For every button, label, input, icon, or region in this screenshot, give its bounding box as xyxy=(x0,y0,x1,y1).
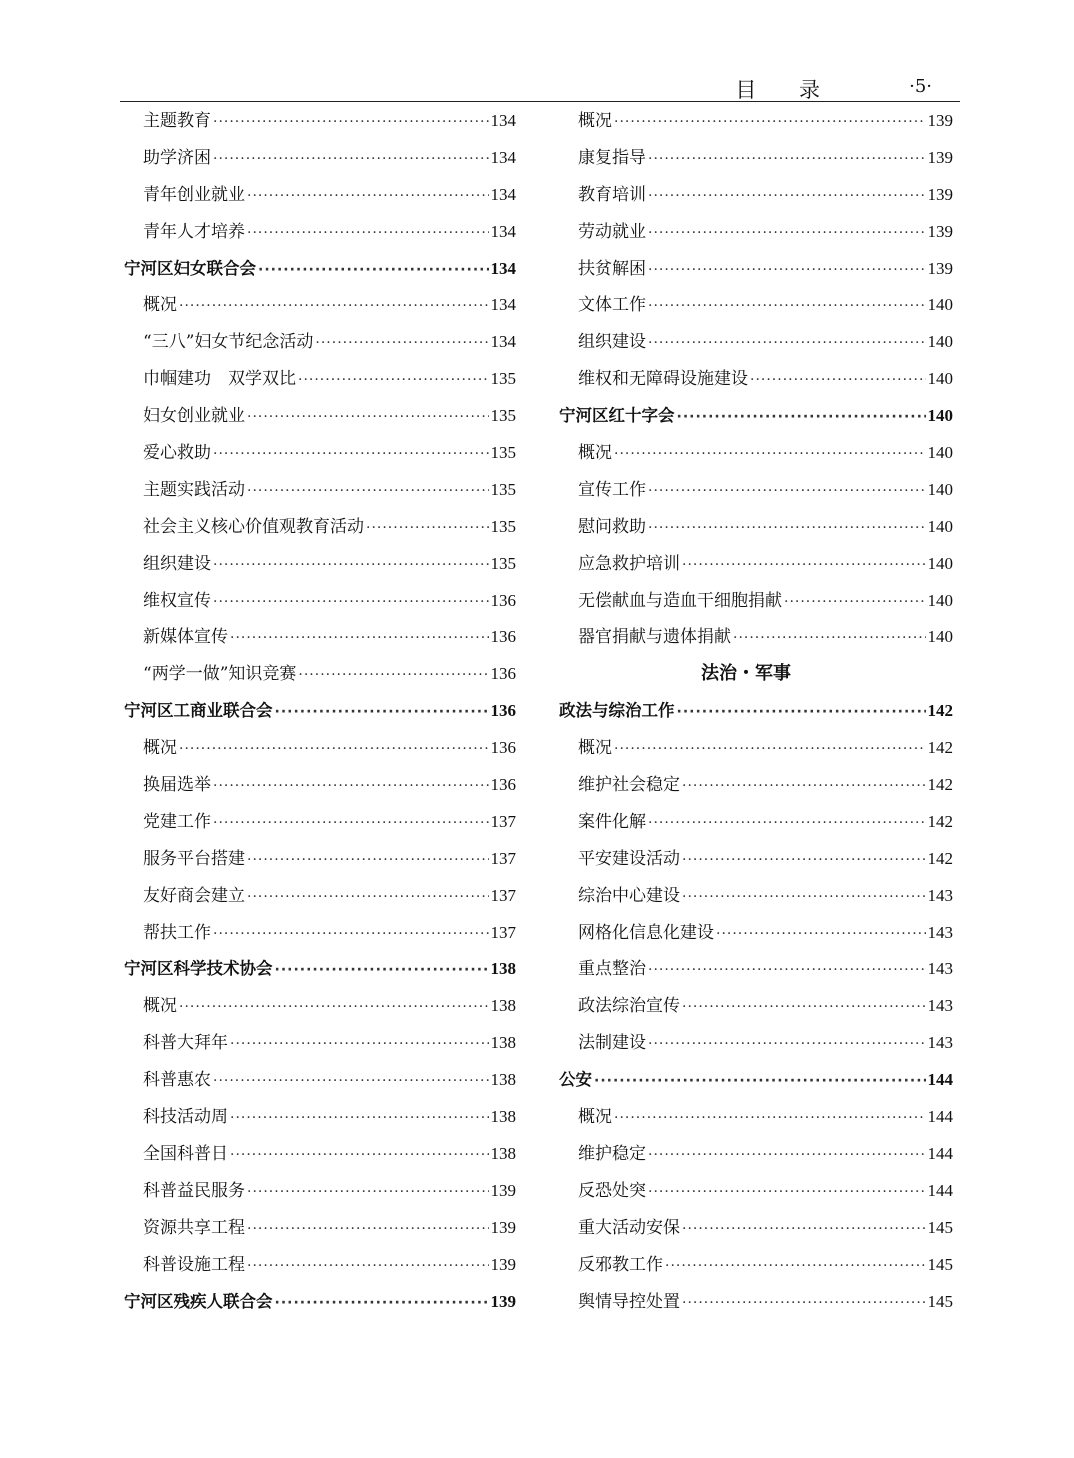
toc-page-number: 134 xyxy=(490,221,516,241)
toc-main-entry[interactable] xyxy=(559,693,953,730)
dot-leader xyxy=(230,620,489,657)
toc-entry[interactable] xyxy=(559,1025,953,1062)
toc-page-number: 139 xyxy=(490,1217,516,1237)
toc-entry[interactable] xyxy=(559,140,953,177)
toc-page-number: 140 xyxy=(927,553,953,573)
dot-leader xyxy=(275,1285,489,1322)
toc-entry-label: 助学济困 xyxy=(143,147,211,168)
toc-page-number: 140 xyxy=(927,295,953,315)
dot-leader xyxy=(750,362,926,399)
toc-page-number: 138 xyxy=(490,1107,516,1127)
toc-page-number: 144 xyxy=(927,1180,953,1200)
toc-page-number: 136 xyxy=(490,738,516,758)
dot-leader xyxy=(614,104,926,141)
toc-page-number: 142 xyxy=(927,811,953,831)
toc-entry-label: 科普设施工程 xyxy=(143,1254,245,1275)
dot-leader xyxy=(230,1100,489,1137)
toc-entry-label: 宁河区妇女联合会 xyxy=(124,258,256,278)
toc-entry-label: 舆情导控处置 xyxy=(578,1291,680,1312)
dot-leader xyxy=(682,768,926,805)
toc-entry-label: 政法综治宣传 xyxy=(578,996,680,1017)
toc-page-number: 143 xyxy=(927,885,953,905)
toc-page-number: 140 xyxy=(927,590,953,610)
toc-entry[interactable] xyxy=(559,804,953,841)
toc-page-number: 139 xyxy=(490,1291,516,1311)
dot-leader xyxy=(247,399,489,436)
toc-page-number: 144 xyxy=(927,1143,953,1163)
toc-main-entry[interactable] xyxy=(124,693,516,730)
toc-entry[interactable] xyxy=(559,1173,953,1210)
dot-leader xyxy=(614,731,926,768)
toc-entry[interactable] xyxy=(124,177,516,214)
toc-page-number: 139 xyxy=(490,1254,516,1274)
toc-entry-label: 换届选举 xyxy=(143,775,211,796)
toc-entry[interactable] xyxy=(124,1136,516,1173)
toc-entry-label: 文体工作 xyxy=(578,295,646,316)
toc-entry-label: “两学一做”知识竞赛 xyxy=(143,664,297,685)
dot-leader xyxy=(179,731,489,768)
toc-page-number: 145 xyxy=(927,1217,953,1237)
toc-entry-label: 维权和无障碍设施建设 xyxy=(578,369,748,390)
toc-entry-label: 概况 xyxy=(578,111,612,131)
toc-entry-label: 妇女创业就业 xyxy=(143,406,245,427)
dot-leader xyxy=(213,768,489,805)
dot-leader xyxy=(614,1100,926,1137)
toc-entry-label: 概况 xyxy=(578,1107,612,1128)
toc-main-entry[interactable] xyxy=(124,951,516,988)
dot-leader xyxy=(258,252,489,289)
dot-leader xyxy=(648,141,926,178)
toc-entry-label: 资源共享工程 xyxy=(143,1217,245,1238)
toc-entry-label: 宁河区红十字会 xyxy=(559,406,675,426)
toc-page-number: 134 xyxy=(490,147,516,167)
dot-leader xyxy=(648,288,926,325)
dot-leader xyxy=(247,178,489,215)
toc-page-number: 135 xyxy=(490,443,516,463)
dot-leader xyxy=(648,325,926,362)
toc-entry[interactable] xyxy=(124,435,516,472)
toc-page-number: 144 xyxy=(927,1107,953,1127)
toc-page-number: 138 xyxy=(490,996,516,1016)
toc-page-number: 140 xyxy=(927,406,953,426)
toc-entry[interactable] xyxy=(124,1099,516,1136)
toc-entry-label: 法制建设 xyxy=(578,1033,646,1054)
toc-page-number: 145 xyxy=(927,1291,953,1311)
toc-entry[interactable] xyxy=(124,214,516,251)
toc-entry-label: 应急救护培训 xyxy=(578,553,680,574)
dot-leader xyxy=(733,620,926,657)
toc-entry-label: 维护社会稳定 xyxy=(578,775,680,796)
dot-leader xyxy=(247,842,489,879)
toc-page-number: 139 xyxy=(927,111,953,130)
toc-entry-label: 组织建设 xyxy=(143,553,211,574)
header-rule xyxy=(120,101,960,102)
toc-entry[interactable] xyxy=(559,841,953,878)
dot-leader xyxy=(677,399,926,436)
toc-main-entry[interactable] xyxy=(559,398,953,435)
dot-leader xyxy=(682,879,926,916)
toc-page-number: 142 xyxy=(927,701,953,721)
header-page-number: ·5· xyxy=(909,76,932,97)
dot-leader xyxy=(594,1063,926,1100)
toc-entry-label: 反恐处突 xyxy=(578,1180,646,1201)
toc-entry-label: 教育培训 xyxy=(578,184,646,205)
toc-entry[interactable] xyxy=(559,324,953,361)
toc-entry[interactable] xyxy=(559,1210,953,1247)
toc-main-entry[interactable] xyxy=(559,1062,953,1099)
toc-entry[interactable] xyxy=(124,103,516,140)
toc-page-number: 138 xyxy=(490,1143,516,1163)
toc-entry[interactable] xyxy=(559,1247,953,1284)
dot-leader xyxy=(298,362,489,399)
toc-entry-label: 友好商会建立 xyxy=(143,885,245,906)
toc-entry-label: 器官捐献与遗体捐献 xyxy=(578,627,731,648)
dot-leader xyxy=(648,178,926,215)
toc-entry-label: 科普惠农 xyxy=(143,1070,211,1091)
toc-entry[interactable] xyxy=(559,251,953,288)
toc-entry[interactable] xyxy=(559,472,953,509)
toc-entry-label: 平安建设活动 xyxy=(578,848,680,869)
dot-leader xyxy=(648,805,926,842)
toc-entry-label: 科普益民服务 xyxy=(143,1180,245,1201)
toc-left-column xyxy=(124,103,516,1320)
toc-page-number: 137 xyxy=(490,848,516,868)
toc-entry-label: 宁河区工商业联合会 xyxy=(124,701,273,721)
dot-leader xyxy=(648,1026,926,1063)
dot-leader xyxy=(213,104,489,141)
toc-entry[interactable] xyxy=(124,1173,516,1210)
toc-page-number: 140 xyxy=(927,369,953,389)
toc-entry-label: 概况 xyxy=(143,295,177,316)
toc-page-number: 134 xyxy=(490,184,516,204)
toc-entry[interactable] xyxy=(124,619,516,656)
toc-page-number: 136 xyxy=(490,627,516,647)
toc-entry-label: 主题教育 xyxy=(143,111,211,131)
toc-page-number: 143 xyxy=(927,996,953,1016)
dot-leader xyxy=(648,952,926,989)
dot-leader xyxy=(230,1137,489,1174)
section-heading: 法治・军事 xyxy=(701,663,791,685)
dot-leader xyxy=(247,1211,489,1248)
dot-leader xyxy=(784,584,926,621)
toc-entry-label: 康复指导 xyxy=(578,147,646,168)
toc-entry[interactable] xyxy=(124,1025,516,1062)
dot-leader xyxy=(648,473,926,510)
toc-page-number: 140 xyxy=(927,479,953,499)
dot-leader xyxy=(648,215,926,252)
toc-page-number: 137 xyxy=(490,922,516,942)
toc-entry[interactable] xyxy=(124,656,516,693)
toc-page-number: 143 xyxy=(927,1033,953,1053)
dot-leader xyxy=(366,510,489,547)
toc-entry[interactable] xyxy=(559,546,953,583)
dot-leader xyxy=(682,989,926,1026)
toc-entry-label: 宁河区残疾人联合会 xyxy=(124,1291,273,1311)
dot-leader xyxy=(247,473,489,510)
toc-entry[interactable] xyxy=(124,1210,516,1247)
toc-entry[interactable] xyxy=(559,1136,953,1173)
dot-leader xyxy=(213,141,489,178)
toc-entry[interactable] xyxy=(559,915,953,952)
dot-leader xyxy=(665,1248,926,1285)
dot-leader xyxy=(213,1063,489,1100)
toc-right-column xyxy=(559,103,953,1320)
toc-entry-label: 服务平台搭建 xyxy=(143,848,245,869)
toc-page-number: 135 xyxy=(490,369,516,389)
toc-entry-label: 主题实践活动 xyxy=(143,479,245,500)
toc-entry[interactable] xyxy=(124,472,516,509)
toc-entry-label: “三八”妇女节纪念活动 xyxy=(143,332,314,353)
toc-entry[interactable] xyxy=(124,915,516,952)
toc-entry[interactable] xyxy=(559,619,953,656)
toc-page-number: 144 xyxy=(927,1070,953,1090)
toc-entry[interactable] xyxy=(124,1062,516,1099)
toc-entry-label: 党建工作 xyxy=(143,811,211,832)
toc-entry-label: 公安 xyxy=(559,1070,592,1090)
dot-leader xyxy=(682,1285,926,1322)
dot-leader xyxy=(275,952,489,989)
toc-entry[interactable] xyxy=(124,767,516,804)
toc-page-number: 137 xyxy=(490,811,516,831)
dot-leader xyxy=(614,436,926,473)
toc-entry[interactable] xyxy=(124,841,516,878)
dot-leader xyxy=(247,215,489,252)
toc-entry[interactable] xyxy=(559,1284,953,1321)
toc-main-entry[interactable] xyxy=(124,1284,516,1321)
toc-page-number: 136 xyxy=(490,775,516,795)
toc-page-number: 140 xyxy=(927,627,953,647)
toc-entry[interactable] xyxy=(124,324,516,361)
toc-entry[interactable] xyxy=(559,509,953,546)
toc-page-number: 139 xyxy=(927,258,953,278)
toc-entry[interactable] xyxy=(124,546,516,583)
toc-page-number: 139 xyxy=(927,184,953,204)
toc-entry-label: 概况 xyxy=(578,738,612,759)
dot-leader xyxy=(315,325,488,362)
toc-page-number: 134 xyxy=(490,111,516,130)
dot-leader xyxy=(275,694,489,731)
toc-entry[interactable] xyxy=(124,730,516,767)
toc-entry-label: 帮扶工作 xyxy=(143,922,211,943)
toc-entry-label: 无偿献血与造血干细胞捐献 xyxy=(578,590,782,611)
dot-leader xyxy=(230,1026,489,1063)
toc-page-number: 139 xyxy=(490,1180,516,1200)
toc-entry-label: 概况 xyxy=(143,738,177,759)
dot-leader xyxy=(648,252,926,289)
toc-page-number: 138 xyxy=(490,1070,516,1090)
toc-entry-label: 重大活动安保 xyxy=(578,1217,680,1238)
dot-leader xyxy=(213,805,489,842)
toc-page-number: 140 xyxy=(927,332,953,352)
dot-leader xyxy=(213,547,489,584)
toc-entry-label: 维护稳定 xyxy=(578,1143,646,1164)
toc-entry-label: 网格化信息化建设 xyxy=(578,922,714,943)
toc-entry-label: 科普大拜年 xyxy=(143,1033,228,1054)
dot-leader xyxy=(247,879,489,916)
toc-entry[interactable] xyxy=(124,140,516,177)
toc-entry[interactable] xyxy=(559,878,953,915)
toc-entry-label: 全国科普日 xyxy=(143,1143,228,1164)
toc-page-number: 135 xyxy=(490,479,516,499)
toc-entry[interactable] xyxy=(124,398,516,435)
toc-entry[interactable] xyxy=(559,361,953,398)
toc-entry[interactable] xyxy=(124,1247,516,1284)
toc-entry[interactable] xyxy=(124,878,516,915)
toc-entry-label: 概况 xyxy=(143,996,177,1017)
dot-leader xyxy=(179,989,489,1026)
dot-leader xyxy=(682,1211,926,1248)
toc-entry-label: 巾帼建功 双学双比 xyxy=(143,369,296,390)
toc-page-number: 143 xyxy=(927,922,953,942)
toc-entry[interactable] xyxy=(124,988,516,1025)
page-header xyxy=(120,70,960,100)
toc-page-number: 136 xyxy=(490,590,516,610)
toc-entry[interactable] xyxy=(559,583,953,620)
toc-entry-label: 劳动就业 xyxy=(578,221,646,242)
toc-entry-label: 政法与综治工作 xyxy=(559,701,675,721)
toc-entry[interactable] xyxy=(559,214,953,251)
toc-page-number: 140 xyxy=(927,443,953,463)
dot-leader xyxy=(213,436,489,473)
toc-entry-label: 爱心救助 xyxy=(143,443,211,464)
toc-entry-label: 重点整治 xyxy=(578,959,646,980)
toc-entry[interactable] xyxy=(559,730,953,767)
dot-leader xyxy=(648,1137,926,1174)
toc-entry-label: 青年人才培养 xyxy=(143,221,245,242)
toc-page-number: 139 xyxy=(927,221,953,241)
dot-leader xyxy=(677,694,926,731)
toc-page-number: 138 xyxy=(490,1033,516,1053)
toc-page-number: 136 xyxy=(490,701,516,721)
toc-entry[interactable] xyxy=(124,361,516,398)
toc-entry[interactable] xyxy=(124,583,516,620)
toc-entry[interactable] xyxy=(124,509,516,546)
toc-entry[interactable] xyxy=(559,177,953,214)
dot-leader xyxy=(179,288,489,325)
dot-leader xyxy=(298,657,488,694)
dot-leader xyxy=(716,916,926,953)
toc-page-number: 140 xyxy=(927,516,953,536)
toc-page-number: 136 xyxy=(490,664,516,684)
toc-entry[interactable] xyxy=(559,767,953,804)
toc-page-number: 139 xyxy=(927,147,953,167)
toc-entry[interactable] xyxy=(559,287,953,324)
toc-entry-label: 反邪教工作 xyxy=(578,1254,663,1275)
toc-entry-label: 慰问救助 xyxy=(578,516,646,537)
toc-entry[interactable] xyxy=(559,951,953,988)
toc-entry-label: 扶贫解困 xyxy=(578,258,646,279)
toc-entry[interactable] xyxy=(124,804,516,841)
toc-entry[interactable] xyxy=(559,103,953,140)
dot-leader xyxy=(213,916,489,953)
toc-entry-label: 社会主义核心价值观教育活动 xyxy=(143,516,364,537)
dot-leader xyxy=(682,547,926,584)
header-title: 目 录 xyxy=(735,78,838,102)
toc-entry[interactable] xyxy=(559,435,953,472)
dot-leader xyxy=(213,584,489,621)
toc-entry-label: 组织建设 xyxy=(578,332,646,353)
toc-entry[interactable] xyxy=(559,1099,953,1136)
toc-main-entry[interactable] xyxy=(124,251,516,288)
toc-page-number: 143 xyxy=(927,959,953,979)
toc-page-number: 134 xyxy=(490,258,516,278)
dot-leader xyxy=(682,842,926,879)
toc-entry-label: 案件化解 xyxy=(578,811,646,832)
dot-leader xyxy=(648,1174,926,1211)
toc-page-number: 135 xyxy=(490,516,516,536)
dot-leader xyxy=(247,1174,489,1211)
toc-page-number: 138 xyxy=(490,959,516,979)
toc-entry-label: 概况 xyxy=(578,443,612,464)
toc-page-number: 142 xyxy=(927,738,953,758)
toc-page-number: 142 xyxy=(927,775,953,795)
toc-entry-label: 新媒体宣传 xyxy=(143,627,228,648)
toc-page-number: 135 xyxy=(490,553,516,573)
toc-page-number: 134 xyxy=(490,332,516,352)
toc-entry-label: 科技活动周 xyxy=(143,1107,228,1128)
toc-entry[interactable] xyxy=(124,287,516,324)
toc-page-number: 135 xyxy=(490,406,516,426)
toc-page-number: 142 xyxy=(927,848,953,868)
toc-page-number: 134 xyxy=(490,295,516,315)
toc-page-number: 137 xyxy=(490,885,516,905)
toc-entry-label: 宁河区科学技术协会 xyxy=(124,959,273,979)
dot-leader xyxy=(247,1248,489,1285)
toc-entry-label: 综治中心建设 xyxy=(578,885,680,906)
toc-entry-label: 宣传工作 xyxy=(578,479,646,500)
toc-entry-label: 维权宣传 xyxy=(143,590,211,611)
dot-leader xyxy=(648,510,926,547)
toc-entry-label: 青年创业就业 xyxy=(143,184,245,205)
toc-entry[interactable] xyxy=(559,988,953,1025)
toc-page-number: 145 xyxy=(927,1254,953,1274)
